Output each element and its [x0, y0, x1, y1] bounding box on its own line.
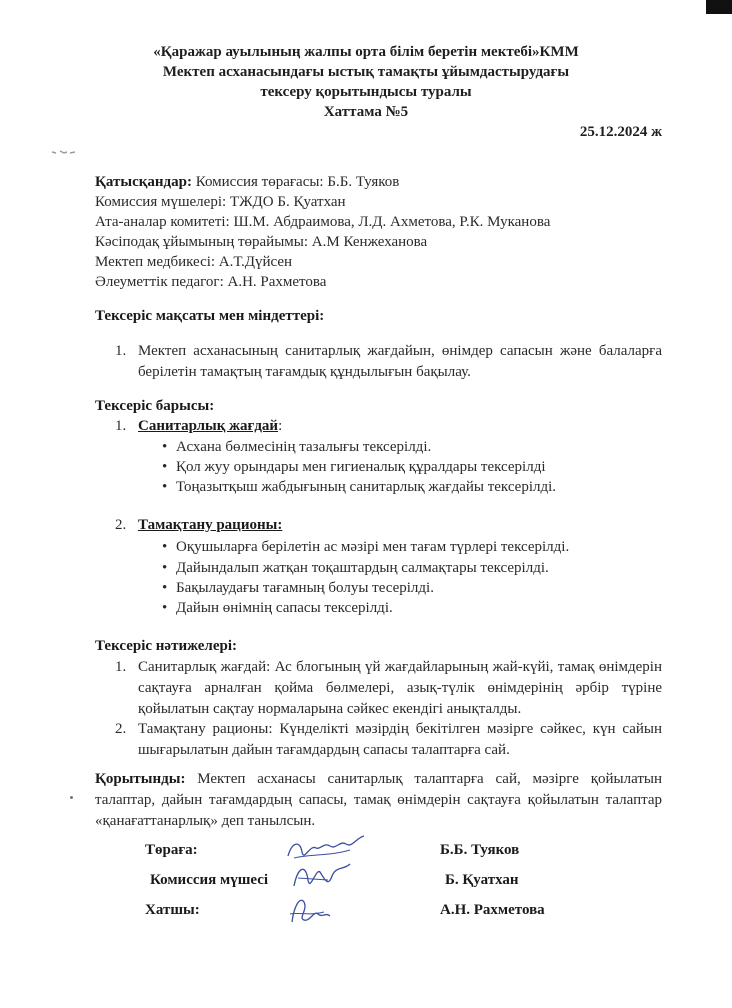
bullet: •: [162, 600, 168, 616]
list-item: [162, 477, 556, 497]
section2-number: 2.: [115, 517, 127, 533]
scan-corner-mark: [706, 0, 732, 14]
conclusion: [95, 769, 662, 832]
signature-role-chair: Төраға:: [145, 842, 198, 858]
list-item-text: Оқушыларға берілетін ас мәзірі мен тағам түрлері тексерілді.: [176, 539, 570, 555]
school-name: «Қаражар ауылының жалпы орта білім беретін мектебі»КММ: [153, 44, 579, 60]
section1-colon: :: [278, 418, 283, 434]
bullet: •: [162, 479, 168, 495]
bullet: •: [162, 580, 168, 596]
secretary-signature-scribble: [286, 892, 336, 928]
participants-nurse: Мектеп медбикесі: А.Т.Дүйсен: [95, 254, 293, 270]
section2-title: Тамақтану рационы:: [138, 517, 283, 533]
list-item: [162, 457, 546, 477]
goal-number: 1.: [115, 343, 127, 359]
bullet: •: [162, 459, 168, 475]
protocol-date: 25.12.2024 ж: [579, 124, 662, 140]
bullet: •: [162, 439, 168, 455]
participants-chair: [95, 172, 399, 193]
result1-text: Санитарлық жағдай: Ас блогының үй жағдайларының жай-күйі, тамақ өнімдерін сақтауға арналған қойма бөлмелері, азық-түлік өнімдерінің әрбір түріне қойылатын сақтау нормаларына сәйкес екендігі анықталды.: [138, 659, 662, 717]
result1-number: 1.: [115, 659, 127, 675]
signature-role-member: Комиссия мүшесі: [150, 872, 269, 888]
scan-speck: [50, 148, 78, 156]
signature-name-member: Б. Қуатхан: [445, 872, 519, 888]
list-item: [162, 437, 431, 457]
conclusion-text: Мектеп асханасы санитарлық талаптарға сай, мәзірге қойылатын талаптар, дайын тағамдардың сапасы, тамақ өнімдерін сақтауға қойылатын талаптар «қанағаттанарлық» деп танылсын.: [95, 771, 662, 829]
doc-subject-line2: тексеру қорытындысы туралы: [260, 84, 472, 100]
participants-members: Комиссия мүшелері: ТЖДО Б. Қуатхан: [95, 194, 346, 210]
signature-name-secretary: А.Н. Рахметова: [440, 902, 545, 918]
conclusion-label: Қорытынды:: [95, 771, 186, 787]
goal-text: Мектеп асханасының санитарлық жағдайын, өнімдер сапасын және балаларға берілетін тамақтың тағамдық құндылығын бақылау.: [138, 343, 662, 380]
participants-pedagogue: Әлеуметтік педагог: А.Н. Рахметова: [95, 274, 327, 290]
participants-parents: Ата-аналар комитеті: Ш.М. Абдраимова, Л.Д. Ахметова, Р.К. Муканова: [95, 214, 551, 230]
list-item-text: Бақылаудағы тағамның болуы тесерілді.: [176, 580, 434, 596]
list-item-text: Қол жуу орындары мен гигиеналық құралдары тексерілді: [176, 459, 546, 475]
result2-text: Тамақтану рационы: Күнделікті мәзірдің бекітілген мәзірге сәйкес, күн сайын шығарылатын дайын тағамдардың сапасы талаптарға сай.: [138, 721, 662, 758]
scan-dot: [70, 796, 73, 799]
list-item: [162, 578, 434, 598]
list-item-text: Дайын өнімнің сапасы тексерілді.: [176, 600, 393, 616]
list-item-text: Тоңазытқыш жабдығының санитарлық жағдайы тексерілді.: [176, 479, 557, 495]
list-item-text: Асхана бөлмесінің тазалығы тексерілді.: [176, 439, 432, 455]
section1-title: Санитарлық жағдай: [138, 418, 279, 434]
bullet: •: [162, 539, 168, 555]
result2-number: 2.: [115, 721, 127, 737]
bullet: •: [162, 560, 168, 576]
list-item: [162, 537, 569, 557]
doc-subject-line1: Мектеп асханасындағы ыстық тамақты ұйымдастырудағы: [162, 64, 570, 80]
protocol-number: Хаттама №5: [323, 104, 409, 120]
goals-heading: Тексеріс мақсаты мен міндеттері:: [95, 308, 325, 324]
process-heading: Тексеріс барысы:: [95, 398, 215, 414]
list-item: [162, 558, 549, 578]
chair-text: Комиссия төрағасы: Б.Б. Туяков: [191, 174, 400, 190]
participants-label: Қатысқандар:: [95, 174, 192, 190]
results-heading: Тексеріс нәтижелері:: [95, 638, 238, 654]
list-item-text: Дайындалып жатқан тоқаштардың салмақтары тексерілді.: [176, 560, 549, 576]
participants-union: Кәсіподақ ұйымының төрайымы: А.М Кенжеханова: [95, 234, 428, 250]
section1-number: 1.: [115, 418, 127, 434]
list-item: [162, 598, 393, 618]
signature-name-chair: Б.Б. Туяков: [440, 842, 520, 858]
signature-role-secretary: Хатшы:: [145, 902, 200, 918]
section1-title-line: [138, 416, 282, 437]
